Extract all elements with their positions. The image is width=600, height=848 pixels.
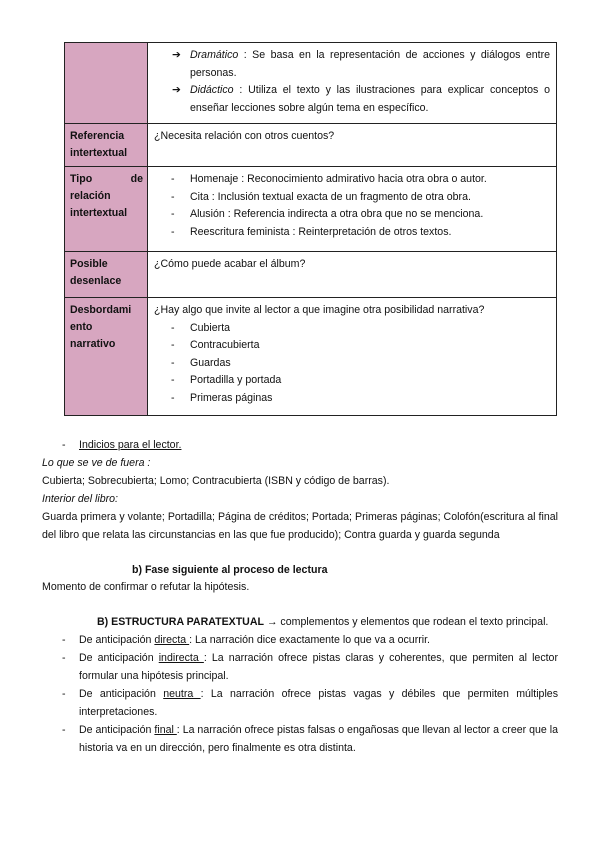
list-item: - De anticipación indirecta : La narración ofrece pistas claras y coherentes, que permiten al lector formular una hipótesis principal. <box>62 652 558 682</box>
list-item: - Cubierta <box>171 321 231 334</box>
row-value-tipo <box>148 167 557 252</box>
estructura-heading: B) ESTRUCTURA PARATEXTUAL → complementos y elementos que rodean el texto principal. <box>97 616 549 628</box>
table-row <box>65 298 557 416</box>
list-item: - De anticipación neutra : La narración ofrece pistas vagas y débiles que permiten múltiples interpretaciones. <box>62 688 558 718</box>
row-label-tipo: Tipo de relación intertextual <box>65 167 148 252</box>
list-item: - Cita : Inclusión textual exacta de un fragmento de otra obra. <box>171 190 471 203</box>
arrow-bullet-icon: ➔ <box>172 84 181 96</box>
list-item: - Homenaje : Reconocimiento admirativo hacia otra obra o autor. <box>171 173 487 185</box>
list-item: ➔ Dramático : Se basa en la representación de acciones y diálogos entre personas. <box>172 49 550 79</box>
fase-text: Momento de confirmar o refutar la hipótesis. <box>42 581 250 593</box>
row-value-desbordamiento: ¿Hay algo que invite al lector a que imagine otra posibilidad narrativa? - Cubierta - Contracubierta - Guardas - Portadilla y portada - Primeras páginas <box>148 298 557 416</box>
list-item: - Portadilla y portada <box>171 374 282 386</box>
estructura-list <box>62 631 558 757</box>
list-item: - De anticipación final : La narración ofrece pistas falsas o engañosas que llevan al lector a creer que la historia va en un dirección, pero finalmente es otra distinta. <box>62 724 558 754</box>
row-value-referencia: ¿Necesita relación con otros cuentos? <box>148 124 557 167</box>
list-item: - De anticipación directa : La narración dice exactamente lo que va a ocurrir. <box>62 634 430 646</box>
arrow-bullet-icon: ➔ <box>172 49 181 61</box>
list-item: - Primeras páginas <box>171 391 273 404</box>
paratext-table <box>64 42 557 416</box>
list-item: - Reescritura feminista : Reinterpretación de otros textos. <box>171 225 452 238</box>
row-label-referencia: Referencia intertextual <box>65 124 148 167</box>
row-value-types <box>148 43 557 124</box>
fase-heading: b) Fase siguiente al proceso de lectura <box>132 564 328 576</box>
row-label-empty <box>65 43 148 124</box>
indicios-body: Lo que se ve de fuera : Cubierta; Sobrecubierta; Lomo; Contracubierta (ISBN y código de barras). Interior del libro: Guarda primera y volante; Portadilla; Página de créditos; Portada; Primeras páginas; Colofón(escritura al final del libro que relata las circunstancias en las que fue producido); Contra guarda y guarda segunda <box>42 457 558 541</box>
indicios-heading: - Indicios para el lector. <box>62 439 182 451</box>
list-item: ➔ Didáctico : Utiliza el texto y las ilustraciones para explicar conceptos o enseñar lecciones sobre algún tema en específico. <box>172 84 550 114</box>
list-item: - Guardas <box>171 356 231 369</box>
list-item: - Contracubierta <box>171 339 260 351</box>
row-label-desenlace: Posible desenlace <box>65 252 148 298</box>
row-value-desenlace: ¿Cómo puede acabar el álbum? <box>148 252 557 298</box>
row-label-desbordamiento: Desbordami ento narrativo <box>65 298 148 416</box>
list-item: - Alusión : Referencia indirecta a otra obra que no se menciona. <box>171 208 484 220</box>
table-row <box>65 252 557 298</box>
table-row <box>65 167 557 252</box>
table-row <box>65 43 557 124</box>
table-row <box>65 124 557 167</box>
